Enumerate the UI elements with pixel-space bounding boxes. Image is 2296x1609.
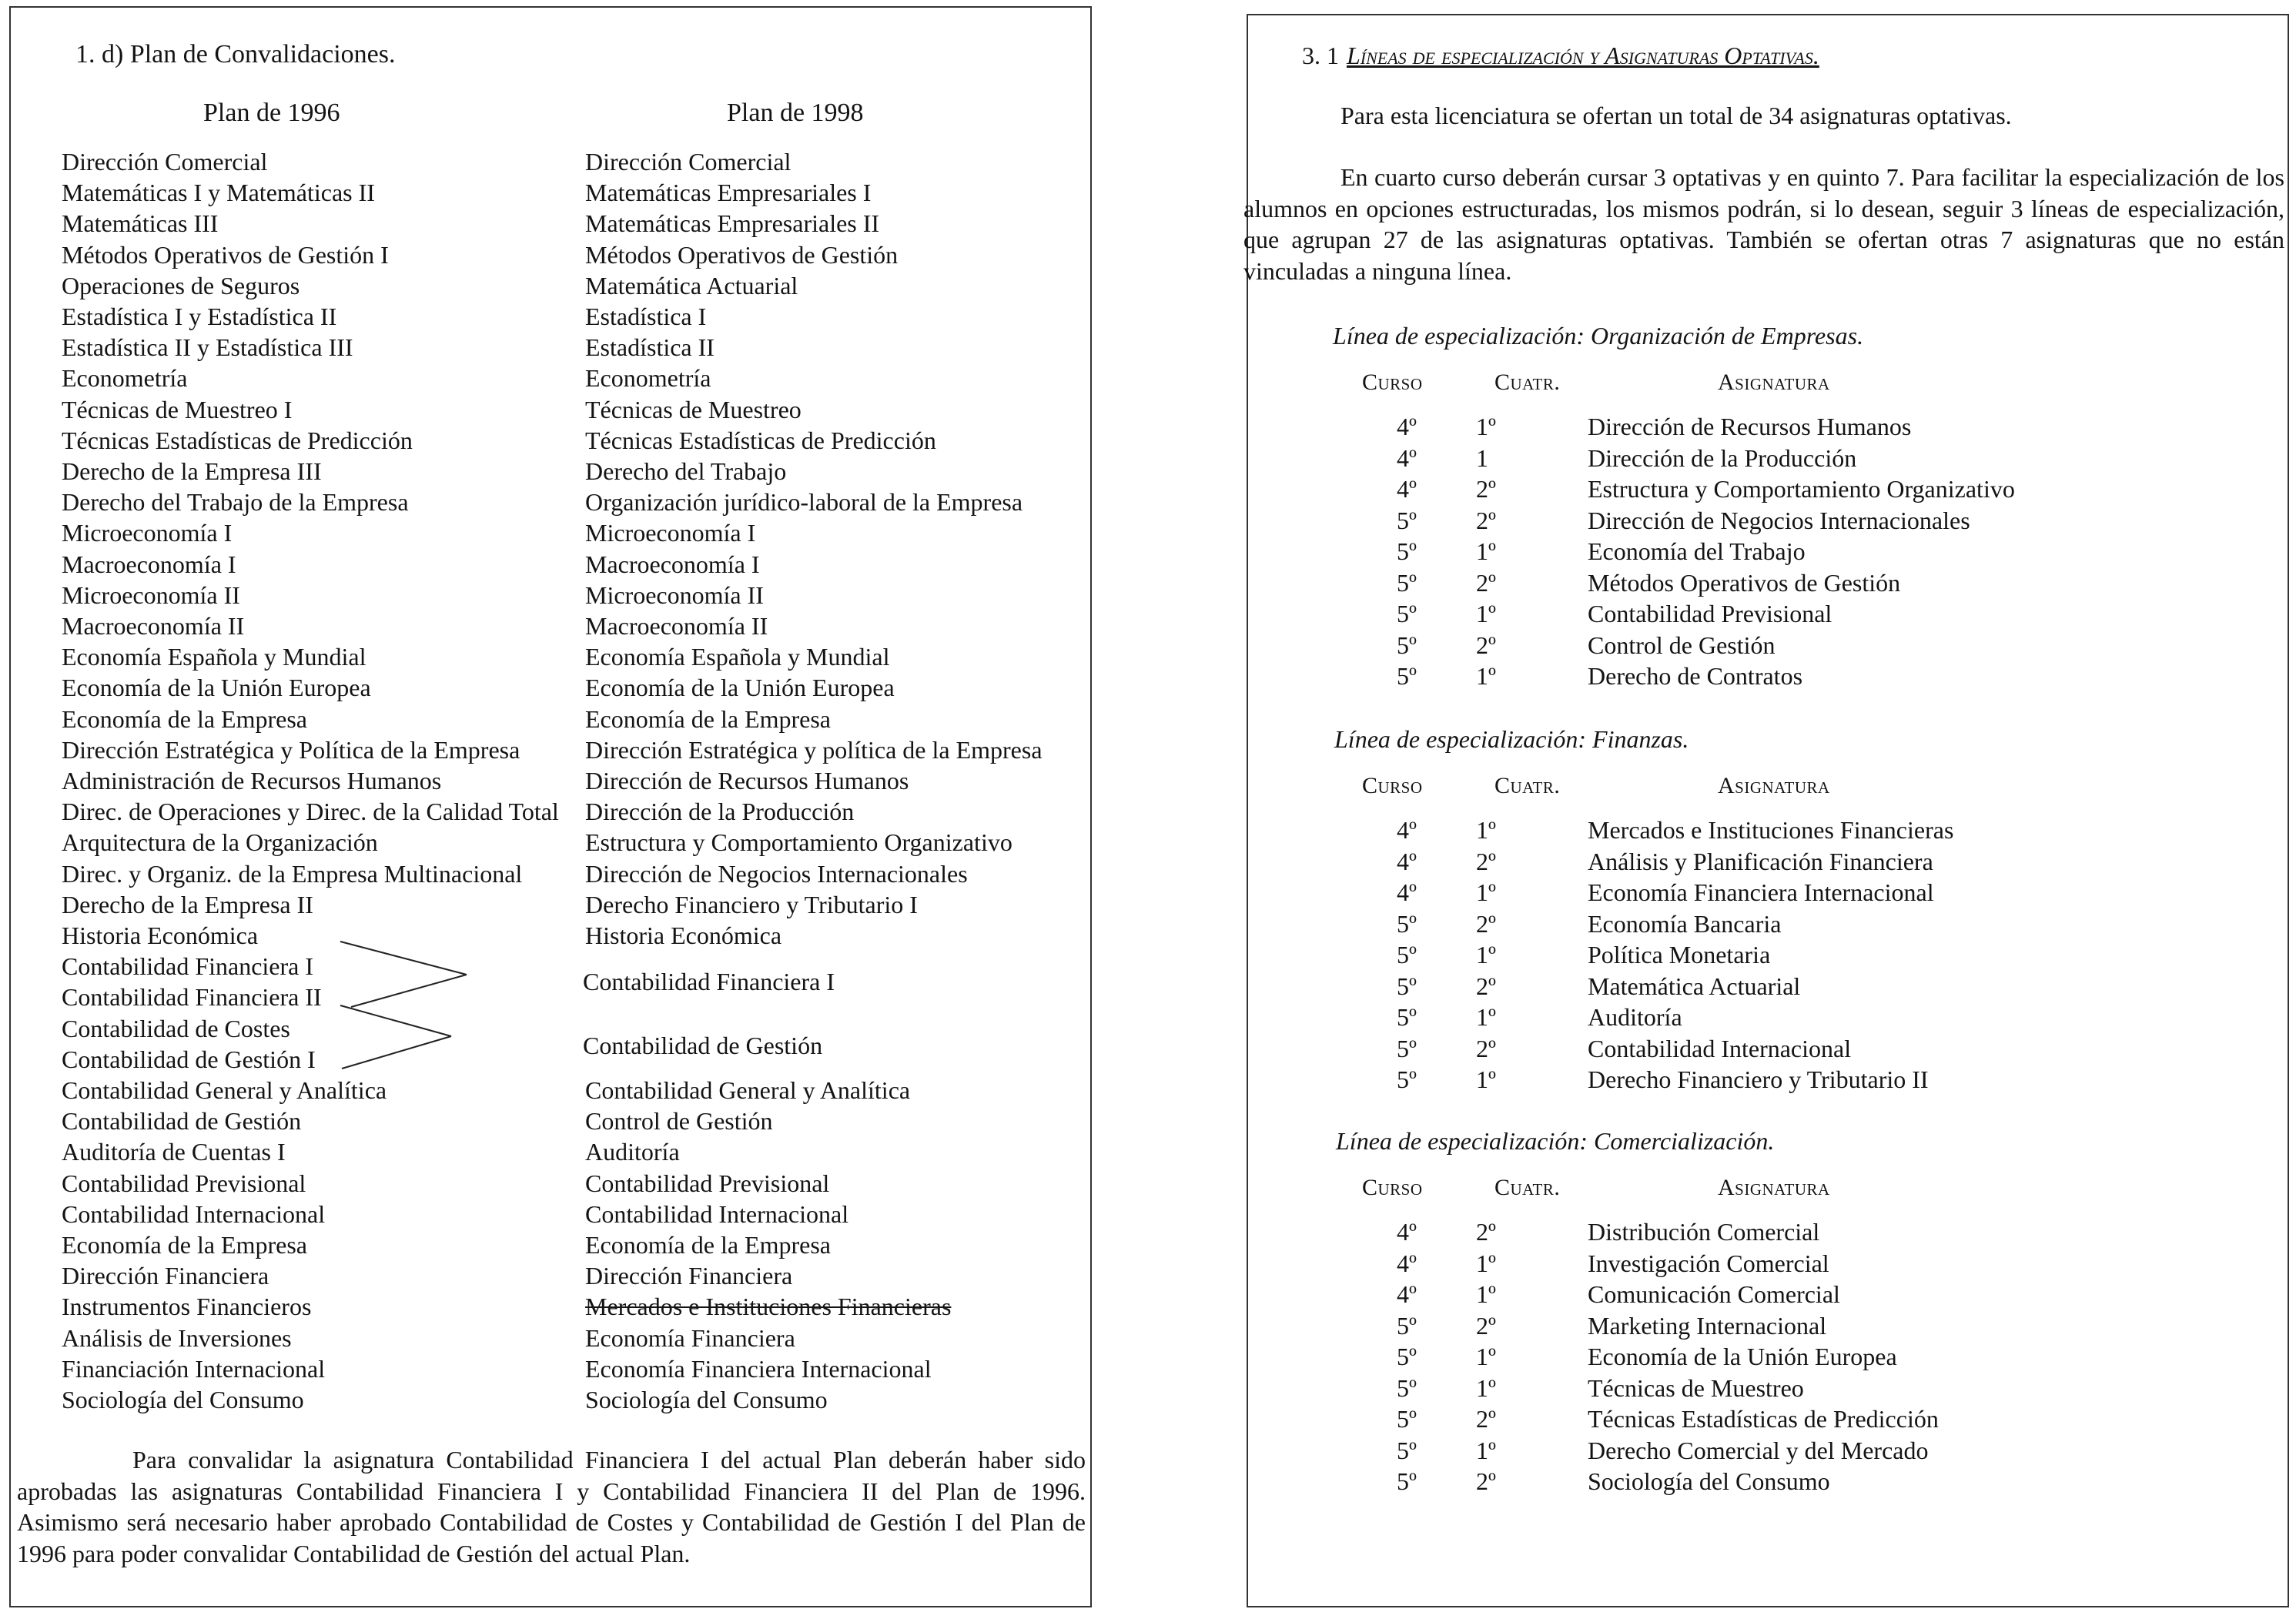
plan-1996-subject: Macroeconomía I <box>62 550 236 578</box>
plan-1998-subject: Técnicas de Muestreo <box>585 395 802 423</box>
cuatr-value: 2º <box>1476 1311 1496 1340</box>
plan-1998-subject: Matemática Actuarial <box>585 271 798 299</box>
merge-line <box>340 1005 451 1036</box>
asignatura-value: Contabilidad Previsional <box>1588 600 1832 627</box>
cuatr-value: 1º <box>1476 662 1496 690</box>
plan-1998-subject: Macroeconomía I <box>585 550 760 578</box>
cuatr-value: 1º <box>1476 1249 1496 1277</box>
plan-1996-subject: Contabilidad de Gestión <box>62 1107 302 1136</box>
plan-1996-subject: Derecho de la Empresa III <box>62 457 322 485</box>
asignatura-value: Derecho Comercial y del Mercado <box>1588 1436 1929 1464</box>
plan-1996-subject: Estadística II y Estadística III <box>62 333 353 362</box>
subject-row <box>1384 598 2231 630</box>
asignatura-value: Análisis y Planificación Financiera <box>1588 847 1933 875</box>
plan-1998-subject: Historia Económica <box>585 922 782 949</box>
plan-1998-subject: Mercados e Instituciones Financieras <box>585 1293 952 1321</box>
plan-1998-subject: Contabilidad General y Analítica <box>585 1076 911 1104</box>
plan-1996-subject: Macroeconomía II <box>62 612 245 640</box>
plan-1998-subject: Sociología del Consumo <box>585 1386 828 1413</box>
cuatr-value: 2º <box>1476 1467 1496 1495</box>
right-heading <box>1302 42 1819 70</box>
col-header-cuatr: Cuatr. <box>1494 773 1561 798</box>
curso-value: 5º <box>1397 1436 1417 1464</box>
plan-1998-subject: Econometría <box>585 364 711 393</box>
asignatura-value: Auditoría <box>1588 1003 1682 1031</box>
subject-row <box>1384 1002 2231 1033</box>
plan-1998-subject: Matemáticas Empresariales I <box>585 179 872 207</box>
merge-line <box>340 942 467 975</box>
plan-1998-subject: Dirección de Negocios Internacionales <box>585 859 968 888</box>
curso-value: 5º <box>1397 662 1417 690</box>
curso-value: 4º <box>1397 1218 1417 1246</box>
plan-1998-subject: Derecho del Trabajo <box>585 457 787 485</box>
cuatr-value: 1º <box>1476 1373 1496 1402</box>
asignatura-value: Distribución Comercial <box>1588 1218 1820 1246</box>
plan-1996-subject: Economía de la Unión Europea <box>62 674 371 702</box>
plan-1996-subject: Arquitectura de la Organización <box>62 828 378 857</box>
subject-row <box>1384 846 2231 878</box>
cuatr-value: 1º <box>1476 1280 1496 1308</box>
plan-1998-subject: Microeconomía II <box>585 580 764 609</box>
intro-paragraph: Para esta licenciatura se ofertan un total de 34 asignaturas optativas. <box>1340 102 2012 129</box>
plan-1996-subject: Direc. y Organiz. de la Empresa Multinacional <box>62 859 523 888</box>
plan-1998-subject: Economía de la Unión Europea <box>585 674 895 702</box>
curso-value: 4º <box>1397 878 1417 906</box>
plan-1998-subject: Estructura y Comportamiento Organizativo <box>585 828 1012 857</box>
cuatr-value: 1º <box>1476 413 1496 440</box>
asignatura-value: Investigación Comercial <box>1588 1249 1829 1277</box>
plan-1996-subject: Contabilidad Financiera I <box>62 952 314 981</box>
plan-1998-subject: Técnicas Estadísticas de Predicción <box>585 426 936 454</box>
curso-value: 5º <box>1397 1034 1417 1062</box>
plan-1996-subject: Dirección Comercial <box>62 148 268 176</box>
plan-1998-subject: Contabilidad Internacional <box>585 1199 849 1228</box>
curso-value: 5º <box>1397 1467 1417 1495</box>
asignatura-value: Economía de la Unión Europea <box>1588 1343 1897 1370</box>
plan-1998-subject: Macroeconomía II <box>585 612 768 640</box>
asignatura-value: Marketing Internacional <box>1588 1311 1827 1340</box>
asignatura-value: Dirección de la Producción <box>1588 443 1857 472</box>
plan-1998-subject: Auditoría <box>585 1138 680 1166</box>
cuatr-value: 1º <box>1476 1343 1496 1370</box>
subject-row <box>1384 567 2231 599</box>
plan-1996-subject: Historia Económica <box>62 922 259 949</box>
plan-1996-subject: Operaciones de Seguros <box>62 271 300 299</box>
subject-row <box>1384 877 2231 908</box>
cuatr-value: 1º <box>1476 537 1496 565</box>
subject-row <box>1384 1341 2231 1373</box>
merge-line <box>351 975 467 1007</box>
plan-1998-subject: Organización jurídico-laboral de la Empresa <box>585 488 1023 517</box>
subject-row <box>1384 1033 2231 1065</box>
cuatr-value: 1º <box>1476 941 1496 968</box>
plan-1996-subject: Análisis de Inversiones <box>62 1323 292 1352</box>
plan-1996-subject: Contabilidad Internacional <box>62 1199 326 1228</box>
plan-1996-subject: Técnicas Estadísticas de Predicción <box>62 426 413 454</box>
plan-1996-subject: Direc. de Operaciones y Direc. de la Calidad Total <box>62 798 559 826</box>
col-header-asignatura: Asignatura <box>1718 1175 1830 1200</box>
curso-value: 5º <box>1397 1405 1417 1433</box>
plan-1996-subject: Econometría <box>62 364 188 393</box>
plan-1998-subject: Dirección Estratégica y política de la Empresa <box>585 735 1043 764</box>
subject-row <box>1384 1064 2231 1096</box>
subject-row <box>1384 1373 2231 1404</box>
cuatr-value: 2º <box>1476 972 1496 1000</box>
asignatura-value: Dirección de Negocios Internacionales <box>1588 506 1970 534</box>
plan-1996-subject: Economía de la Empresa <box>62 1231 307 1259</box>
plan-1998-subject: Economía Financiera Internacional <box>585 1354 932 1383</box>
plan-1998-subject: Matemáticas Empresariales II <box>585 209 880 238</box>
asignatura-value: Matemática Actuarial <box>1588 972 1801 1000</box>
subject-row <box>1384 1279 2231 1310</box>
col-header-curso: Curso <box>1362 1175 1423 1200</box>
curso-value: 5º <box>1397 631 1417 659</box>
subject-row <box>1384 1403 2231 1435</box>
subject-row <box>1384 661 2231 692</box>
plan-1998-subject: Economía de la Empresa <box>585 1231 831 1259</box>
heading-title: Líneas de especialización y Asignaturas Optativas. <box>1347 42 1819 69</box>
plan-1998-subject: Microeconomía I <box>585 519 756 547</box>
cuatr-value: 1º <box>1476 1436 1496 1464</box>
plan-1996-subject: Economía de la Empresa <box>62 704 307 733</box>
plan-1998-subject: Dirección Financiera <box>585 1262 793 1290</box>
plan-1998-subject: Dirección Comercial <box>585 148 792 176</box>
merge-bracket-lines <box>11 8 1090 1606</box>
subject-row <box>1384 1310 2231 1342</box>
subject-row <box>1384 1216 2231 1248</box>
merge-line <box>342 1036 451 1069</box>
cuatr-value: 2º <box>1476 909 1496 938</box>
subject-row <box>1384 411 2231 443</box>
subject-row <box>1384 1248 2231 1280</box>
plan-1996-subject: Dirección Financiera <box>62 1262 269 1290</box>
page-left <box>9 6 1092 1607</box>
plan-1998-subject: Estadística I <box>585 303 707 330</box>
curso-value: 5º <box>1397 972 1417 1000</box>
cuatr-value: 1º <box>1476 878 1496 906</box>
left-heading: 1. d) Plan de Convalidaciones. <box>75 40 396 69</box>
asignatura-value: Contabilidad Internacional <box>1588 1034 1852 1062</box>
asignatura-value: Comunicación Comercial <box>1588 1280 1840 1308</box>
curso-value: 5º <box>1397 1373 1417 1402</box>
cuatr-value: 1º <box>1476 1065 1496 1093</box>
plan-1996-subject: Contabilidad Financiera II <box>62 983 322 1012</box>
convalidation-note: Para convalidar la asignatura Contabilidad Financiera I del actual Plan deberán haber sido aprobadas las asignaturas Contabilidad Financiera I y Contabilidad Financiera II del Plan de 1996. Asimismo será necesario haber aprobado Contabilidad de Costes y Contabilidad de Gestión I del Plan de 1996 para poder convalidar Contabilidad de Gestión del actual Plan. <box>17 1446 1086 1567</box>
cuatr-value: 2º <box>1476 568 1496 597</box>
plan-1998-subject: Economía Española y Mundial <box>585 643 890 671</box>
subject-row <box>1384 630 2231 661</box>
col-header-asignatura: Asignatura <box>1718 370 1830 395</box>
cuatr-value: 2º <box>1476 475 1496 503</box>
plan-1996-subject: Matemáticas I y Matemáticas II <box>62 179 375 207</box>
asignatura-value: Estructura y Comportamiento Organizativo <box>1588 475 2015 503</box>
subject-row <box>1384 1435 2231 1467</box>
plan-1998-subject: Economía de la Empresa <box>585 704 831 733</box>
description-paragraph: En cuarto curso deberán cursar 3 optativas y en quinto 7. Para facilitar la especialización de los alumnos en opciones estructuradas, los mismos podrán, si lo desean, seguir 3 líneas de especialización, que agrupan 27 de las asignaturas optativas. También se ofertan otras 7 asignaturas que no están vinculadas a ninguna línea. <box>1243 163 2284 285</box>
asignatura-value: Economía Financiera Internacional <box>1588 878 1934 906</box>
subject-row <box>1384 473 2231 505</box>
asignatura-value: Economía del Trabajo <box>1588 537 1806 565</box>
asignatura-value: Derecho de Contratos <box>1588 662 1803 690</box>
plan-1996-subject: Contabilidad Previsional <box>62 1169 306 1197</box>
asignatura-value: Mercados e Instituciones Financieras <box>1588 816 1954 844</box>
column-header-1996: Plan de 1996 <box>203 99 340 127</box>
asignatura-value: Métodos Operativos de Gestión <box>1588 568 1901 597</box>
plan-1998-subject: Estadística II <box>585 333 715 362</box>
subject-row <box>1384 971 2231 1002</box>
plan-1998-subject: Métodos Operativos de Gestión <box>585 240 899 269</box>
plan-1996-subject: Administración de Recursos Humanos <box>62 767 442 794</box>
curso-value: 4º <box>1397 816 1417 844</box>
col-header-asignatura: Asignatura <box>1718 773 1830 798</box>
asignatura-value: Sociología del Consumo <box>1588 1467 1830 1495</box>
plan-1996-subject: Auditoría de Cuentas I <box>62 1138 286 1166</box>
plan-1996-subject: Financiación Internacional <box>62 1354 326 1383</box>
plan-1996-subject: Matemáticas III <box>62 209 219 238</box>
col-header-curso: Curso <box>1362 370 1423 395</box>
asignatura-value: Política Monetaria <box>1588 941 1771 968</box>
subject-row <box>1384 939 2231 971</box>
plan-1998-merged-subject: Contabilidad Financiera I <box>583 968 835 996</box>
plan-1998-subject: Economía Financiera <box>585 1323 795 1352</box>
curso-value: 4º <box>1397 443 1417 472</box>
curso-value: 5º <box>1397 1003 1417 1031</box>
curso-value: 5º <box>1397 1065 1417 1093</box>
plan-1996-subject: Instrumentos Financieros <box>62 1293 312 1321</box>
curso-value: 5º <box>1397 909 1417 938</box>
col-header-curso: Curso <box>1362 773 1423 798</box>
col-header-cuatr: Cuatr. <box>1494 1175 1561 1200</box>
plan-1996-subject: Derecho de la Empresa II <box>62 890 313 918</box>
plan-1996-subject: Microeconomía I <box>62 519 233 547</box>
plan-1996-subject: Economía Española y Mundial <box>62 643 366 671</box>
subject-row <box>1384 815 2231 846</box>
column-header-1998: Plan de 1998 <box>727 99 864 127</box>
line-title: Línea de especialización: Comercialización. <box>1336 1127 1775 1155</box>
subject-row <box>1384 536 2231 567</box>
curso-value: 4º <box>1397 847 1417 875</box>
asignatura-value: Economía Bancaria <box>1588 909 1782 938</box>
plan-1996-subject: Métodos Operativos de Gestión I <box>62 240 389 269</box>
curso-value: 5º <box>1397 600 1417 627</box>
asignatura-value: Derecho Financiero y Tributario II <box>1588 1065 1929 1093</box>
subject-row <box>1384 1466 2231 1497</box>
cuatr-value: 1º <box>1476 816 1496 844</box>
curso-value: 5º <box>1397 1311 1417 1340</box>
cuatr-value: 1 <box>1476 443 1488 472</box>
asignatura-value: Técnicas de Muestreo <box>1588 1373 1804 1402</box>
cuatr-value: 2º <box>1476 1034 1496 1062</box>
curso-value: 5º <box>1397 506 1417 534</box>
plan-1998-subject: Dirección de la Producción <box>585 798 855 826</box>
subject-row <box>1384 505 2231 537</box>
asignatura-value: Dirección de Recursos Humanos <box>1588 413 1912 440</box>
plan-1996-subject: Dirección Estratégica y Política de la Empresa <box>62 735 520 764</box>
subject-row <box>1384 443 2231 474</box>
curso-value: 4º <box>1397 413 1417 440</box>
plan-1998-subject: Contabilidad Previsional <box>585 1169 830 1197</box>
line-title: Línea de especialización: Organización de Empresas. <box>1333 322 1864 350</box>
plan-1996-subject: Contabilidad de Gestión I <box>62 1045 316 1073</box>
subject-row <box>1384 908 2231 940</box>
asignatura-value: Control de Gestión <box>1588 631 1776 659</box>
col-header-cuatr: Cuatr. <box>1494 370 1561 395</box>
curso-value: 5º <box>1397 1343 1417 1370</box>
cuatr-value: 1º <box>1476 600 1496 627</box>
plan-1998-merged-subject: Contabilidad de Gestión <box>583 1031 823 1059</box>
cuatr-value: 2º <box>1476 1405 1496 1433</box>
plan-1996-subject: Contabilidad General y Analítica <box>62 1076 387 1104</box>
curso-value: 4º <box>1397 475 1417 503</box>
heading-number: 3. 1 <box>1302 42 1339 69</box>
plan-1996-subject: Sociología del Consumo <box>62 1386 304 1413</box>
cuatr-value: 2º <box>1476 847 1496 875</box>
plan-1996-subject: Estadística I y Estadística II <box>62 303 337 330</box>
curso-value: 5º <box>1397 941 1417 968</box>
curso-value: 4º <box>1397 1249 1417 1277</box>
plan-1996-subject: Técnicas de Muestreo I <box>62 395 293 423</box>
page-right <box>1243 14 2289 1607</box>
plan-1998-subject: Control de Gestión <box>585 1107 773 1136</box>
plan-1996-subject: Contabilidad de Costes <box>62 1014 290 1042</box>
plan-1996-subject: Microeconomía II <box>62 580 240 609</box>
curso-value: 5º <box>1397 537 1417 565</box>
cuatr-value: 2º <box>1476 631 1496 659</box>
asignatura-value: Técnicas Estadísticas de Predicción <box>1588 1405 1939 1433</box>
line-title: Línea de especialización: Finanzas. <box>1334 725 1689 753</box>
plan-1998-subject: Dirección de Recursos Humanos <box>585 767 909 794</box>
curso-value: 4º <box>1397 1280 1417 1308</box>
curso-value: 5º <box>1397 568 1417 597</box>
cuatr-value: 1º <box>1476 1003 1496 1031</box>
plan-1996-subject: Derecho del Trabajo de la Empresa <box>62 488 409 517</box>
plan-1998-subject: Derecho Financiero y Tributario I <box>585 890 918 918</box>
cuatr-value: 2º <box>1476 506 1496 534</box>
cuatr-value: 2º <box>1476 1218 1496 1246</box>
